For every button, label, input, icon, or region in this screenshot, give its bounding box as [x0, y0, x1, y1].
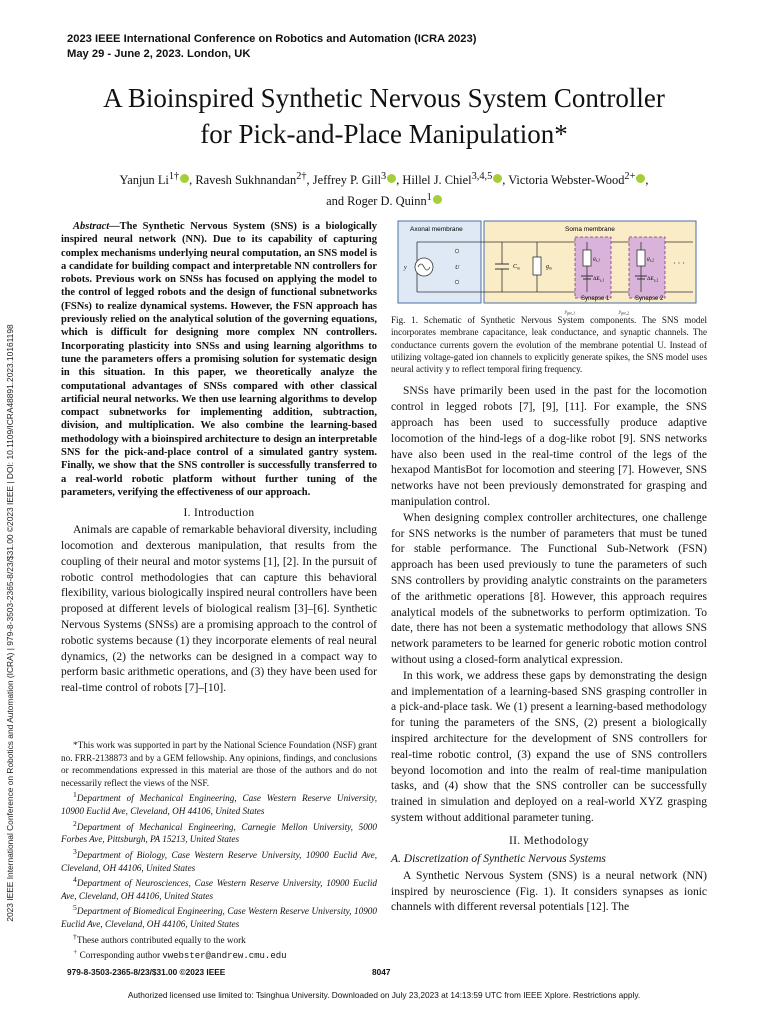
axonal-membrane-box: [398, 221, 481, 303]
paragraph: A Synthetic Nervous System (SNS) is a neural network (NN) inspired by neuroscience (Fig. 1). It considers synapses as ionic channels with different reversal potentials [12]. The: [391, 869, 707, 914]
axonal-membrane-label: Axonal membrane: [410, 226, 463, 233]
synapse-2-label: Synapse 2: [635, 296, 664, 302]
affiliation-5: $^5$Department of Biomedical Engineering, Case Western Reserve University, 10900 Euclid Ave, Cleveland, OH 44106, United States: [61, 903, 377, 930]
conference-name: 2023 IEEE International Conference on Robotics and Automation (ICRA 2023): [67, 33, 477, 45]
affiliation-4: $^4$Department of Neurosciences, Case Western Reserve University, 10900 Euclid Ave, Cleveland, OH 44106, United States: [61, 875, 377, 901]
author: Hillel J. Chiel$^{3,4,5}$: [402, 173, 502, 187]
paragraph: Animals are capable of remarkable behavioral diversity, including locomotion and dexterous manipulation, that results from the coupling of their neural and motor systems [1], [2]. In the pursuit of robotic control methodologies that can capture this behavioral flexibility, various biologically inspired neural controllers have been proposed at different levels of biological realism [3]–[6]. Synthetic Nervous Systems (SNSs) are a promising approach to the control of robotic systems because (1) they incorporate elements of real neural dynamics, (2) the networks can be designed in a compact way to perform basic arithmetic operations, and (3) they have been used for real-time control of robots [7]–[10].: [61, 524, 377, 695]
license-note: Authorized licensed use limited to: Tsinghua University. Downloaded on July 23,2023 at 14:13:59 UTC from IEEE Xplore. Restrictions apply.: [127, 990, 641, 1000]
ypre1-label: $y_{pre,1}$: [565, 310, 576, 316]
corresponding-author-note: + Corresponding author vwebster@andrew.cmu.edu: [73, 947, 287, 962]
affiliation-2: $^2$Department of Mechanical Engineering, Carnegie Mellon University, 5000 Forbes Ave, Pittsburgh, PA 15213, United States: [61, 818, 377, 845]
footer-isbn: 979-8-3503-2365-8/23/$31.00 ©2023 IEEE: [67, 967, 226, 977]
abstract-text: —The Synthetic Nervous System (SNS) is a biologically inspired neural network (NN). Due to its capability of capturing complex mechanisms underlying neural computation, an SNS model is a candidate for building compact and interpretable NN controllers for robots. Previous work on SNSs has focused on applying the model to the control of legged robots and the design of functional subnetworks (FSNs) to realize dynamical systems. However, the FSN approach has previously relied on the analytical solution of the governing equations, which is difficult for designing more complex NN controllers. Incorporating plasticity into SNSs and using learning algorithms to tune the parameters offers a promising solution for systematic design in this situation. In this paper, we theoretically analyze the computational advantages of SNSs compared with other classical artificial neural networks. We then use learning algorithms to develop compact subnetworks for implementing addition, subtraction, division, and multiplication. We also combine the learning-based methodology with a bioinspired architecture to design an interpretable SNS for the pick-and-place control of a simulated gantry system. Finally, we show that the SNS controller is successfully transferred to a real-world robotic platform without further tuning of the parameters, verifying the effectiveness of our approach.: [61, 221, 377, 498]
ypre2-label: $y_{pre,2}$: [619, 310, 630, 316]
abstract-label: Abstract: [73, 221, 110, 232]
equal-contribution-note: †These authors contributed equally to the work: [73, 931, 246, 945]
affiliation-3: $^3$Department of Biology, Case Western Reserve University, 10900 Euclid Ave, Cleveland, OH 44106, United States: [61, 846, 377, 873]
gm-label: $g_m$: [546, 264, 552, 271]
paper-title: [30, 80, 738, 152]
author-email[interactable]: vwebster@andrew.cmu.edu: [162, 951, 287, 962]
orcid-icon[interactable]: [493, 174, 502, 183]
orcid-icon[interactable]: [433, 195, 442, 204]
figure-caption: Fig. 1. Schematic of Synthetic Nervous System components. The SNS model incorporates membrane capacitance, leak conductance, and synaptic channels. The conductance currents govern the evolution of the membrane potential U. Instead of utilizing voltage-gated ion channels to explicitly generate spikes, the SNS model uses neural activity y to reflect temporal firing frequency.: [391, 315, 708, 375]
author: Jeffrey P. Gill$^3$: [313, 173, 396, 187]
footnotes: [61, 739, 377, 963]
paragraph: SNSs have primarily been used in the past for the locomotion control in legged robots [7], [9], [11]. For example, the SNS approach has been used to successfully produce adaptive locomotion of the hind-legs of a dog-like robot [9]. SNS networks have also been used in the real-time control of the legs of the hexapod MantisBot for locomotion and steering [7]. However, SNS networks have not been previously demonstrated for grasping and manipulation control.: [391, 385, 707, 509]
orcid-icon[interactable]: [387, 174, 396, 183]
abstract: [61, 220, 377, 499]
author-list: Yanjun $Li^{1\dagger}$ , Ravesh Sukhnandan$^{2\dagger}$, Jeffrey P. Gill$^3$ , Hillel J. Chiel$^{3,4,5}$ , Victoria Webster-Wood$^{2+}$ , and Roger D. Quinn$^1$: [119, 171, 649, 209]
synapse-1-box: [575, 237, 611, 298]
soma-membrane-label: Soma membrane: [565, 226, 615, 233]
funding-footnote: *This work was supported in part by the National Science Foundation (NSF) grant no. FRR-2138873 and by a GEM fellowship. Any opinions, findings, and conclusions or recommendations expressed in this material are those of the authors and do not necessarily reflect the views of the NSF.: [61, 740, 377, 788]
subsection-heading: A. Discretization of Synthetic Nervous Systems: [391, 852, 606, 865]
right-column: [391, 314, 707, 916]
y-label: y: [404, 265, 407, 271]
sns-schematic-figure: [397, 220, 699, 320]
orcid-icon[interactable]: [636, 174, 645, 183]
author: Yanjun $Li^{1\dagger}$: [119, 173, 189, 187]
author: and Roger D. Quinn$^1$: [326, 194, 442, 208]
title-line-2: for Pick-and-Place Manipulation*: [200, 119, 568, 149]
u-label: U: [455, 265, 460, 271]
orcid-icon[interactable]: [180, 174, 189, 183]
more-synapses-ellipsis: · · ·: [673, 259, 685, 268]
affiliation-1: $^1$Department of Mechanical Engineering, Case Western Reserve University, 10900 Euclid Ave, Cleveland, OH 44106, United States: [61, 790, 377, 817]
paragraph: When designing complex controller architectures, one challenge for SNS networks is the number of parameters that must be tuned for stable performance. The Functional Sub-Network (FSN) approach has been used previously to tune the parameters of such SNS controllers by providing analytic constraints on the parameters of the arithmetic operations [8]. However, this approach requires analytical models of the subnetworks to perform optimization. To date, there has not been a systematic methodology that allows SNS network parameters to be learned for generic robotic motion control without using a closed-form analytical expression.: [391, 511, 707, 667]
side-doi-note: 2023 IEEE International Conference on Robotics and Automation (ICRA) | 979-8-3503-2365-8/23/$31.00 ©2023 IEEE | DOI: 10.1109/ICRA48891.2023.10161198: [5, 324, 15, 922]
figure-caption-label: Fig. 1.: [391, 315, 419, 325]
conference-header: [67, 32, 476, 62]
cm-label: $C_m$: [513, 264, 520, 271]
paragraph: In this work, we address these gaps by demonstrating the design and implementation of a learning-based SNS grasping controller in a pick-and-place task. We (1) present a learning-based methodology for tuning the parameters of the SNS, (2) present a biologically inspired architecture for the development of SNS controllers for real-time robotic control, (3) expand the use of SNS controllers beyond locomotion and into the realm of real-time manipulation tasks, and (4) show that the SNS controller can be successfully trained in simulation and deployed on a real-world XYZ grasping system without additional parameter tuning.: [391, 669, 707, 824]
synapse-2-box: [629, 237, 665, 298]
section-heading-introduction: I. Introduction: [183, 507, 255, 520]
gs2-label: $g_{s,2}$: [647, 256, 655, 263]
conference-dates: May 29 - June 2, 2023. London, UK: [67, 48, 251, 60]
synapse-1-label: Synapse 1: [581, 296, 610, 302]
title-line-1: A Bioinspired Synthetic Nervous System Controller: [103, 83, 665, 113]
de2-label: $\Delta E_{s,2}$: [647, 276, 659, 283]
section-heading-methodology: II. Methodology: [509, 834, 589, 847]
left-column: [61, 220, 377, 697]
gs1-label: $g_{s,1}$: [593, 256, 601, 263]
page-number: 8047: [372, 967, 391, 977]
author: Ravesh Sukhnandan$^{2\dagger}$: [195, 171, 307, 188]
author: Victoria Webster-Wood$^{2+}$: [508, 173, 645, 187]
de1-label: $\Delta E_{s,1}$: [593, 276, 605, 283]
